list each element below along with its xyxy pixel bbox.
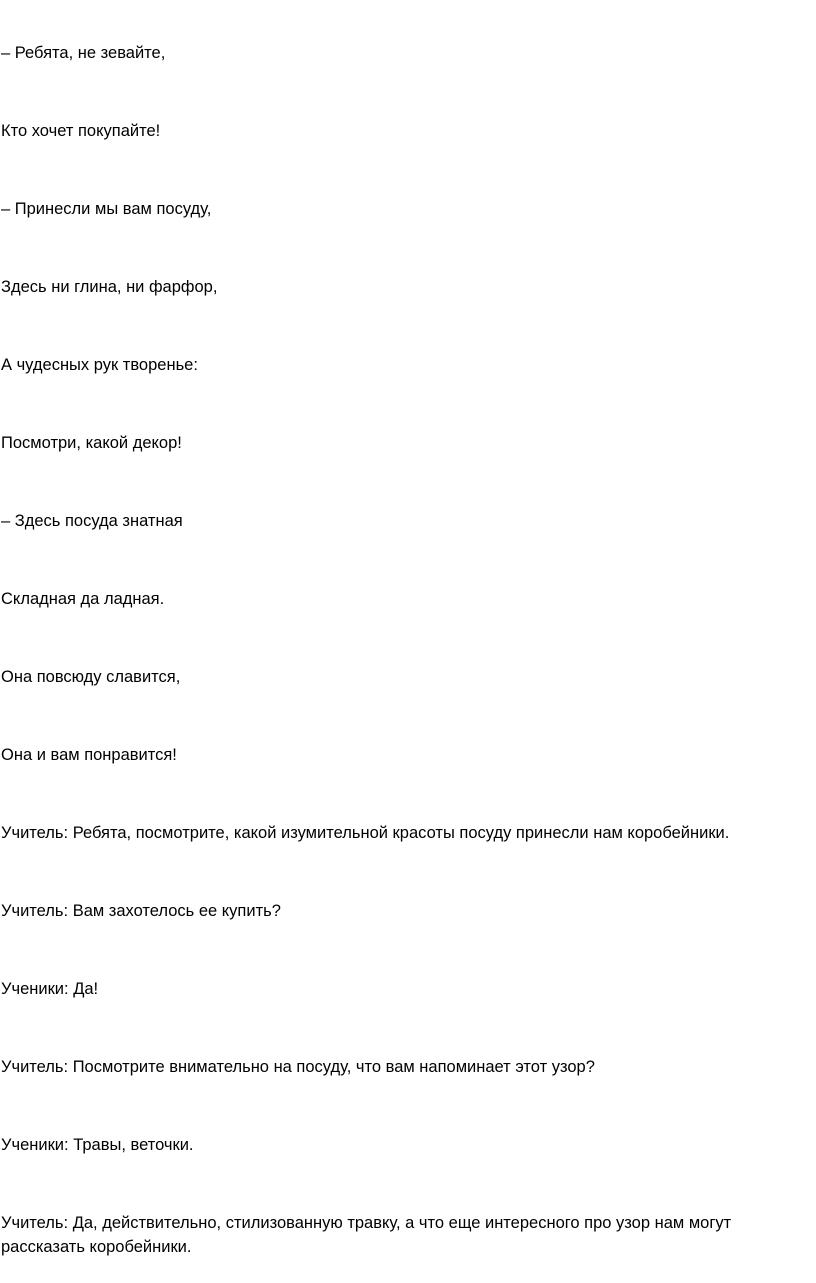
verse-line-5: А чудесных рук творенье: [1,356,198,374]
dialogue-line-teacher-2: Учитель: Вам захотелось ее купить? [1,902,281,920]
dialogue-line-students-2: Ученики: Травы, веточки. [1,1136,194,1154]
verse-line-10: Она и вам понравится! [1,746,177,764]
dialogue-line-students-1: Ученики: Да! [1,980,99,998]
verse-line-7: – Здесь посуда знатная [1,512,183,530]
dialogue-line-teacher-1: Учитель: Ребята, посмотрите, какой изумительной красоты посуду принесли нам коробейники. [1,824,730,842]
verse-line-3: – Принесли мы вам посуду, [1,200,212,218]
dialogue-line-teacher-4: Учитель: Да, действительно, стилизованную травку, а что еще интересного про узор нам могут рассказать коробейники. [1,1214,732,1256]
verse-line-1: – Ребята, не зевайте, [1,44,166,62]
verse-line-9: Она повсюду славится, [1,668,181,686]
verse-line-6: Посмотри, какой декор! [1,434,182,452]
dialogue-line-teacher-3: Учитель: Посмотрите внимательно на посуду, что вам напоминает этот узор? [1,1058,595,1076]
verse-line-2: Кто хочет покупайте! [1,122,161,140]
verse-line-8: Складная да ладная. [1,590,165,608]
verse-line-4: Здесь ни глина, ни фарфор, [1,278,218,296]
